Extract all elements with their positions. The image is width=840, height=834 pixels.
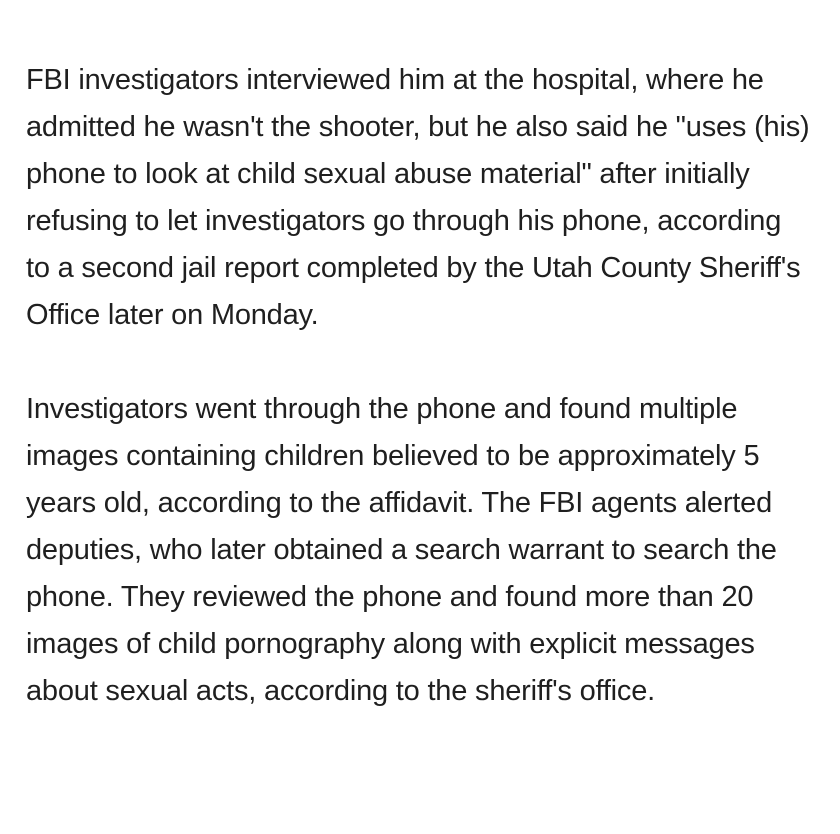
article-paragraph-2: Investigators went through the phone and found multiple images containing children believed to be approximately 5 years old, according to the affidavit. The FBI agents alerted deputies, who later obtained a search warrant to search the phone. They reviewed the phone and found more than 20 images of child pornography along with explicit messages about sexual acts, according to the sheriff's office. [26, 393, 777, 707]
article-paragraph-1: FBI investigators interviewed him at the hospital, where he admitted he wasn't the shooter, but he also said he "uses (his) phone to look at child sexual abuse material" after initially refusing to let investigators go through his phone, according to a second jail report completed by the Utah County Sheriff's Office later on Monday. [26, 64, 810, 331]
